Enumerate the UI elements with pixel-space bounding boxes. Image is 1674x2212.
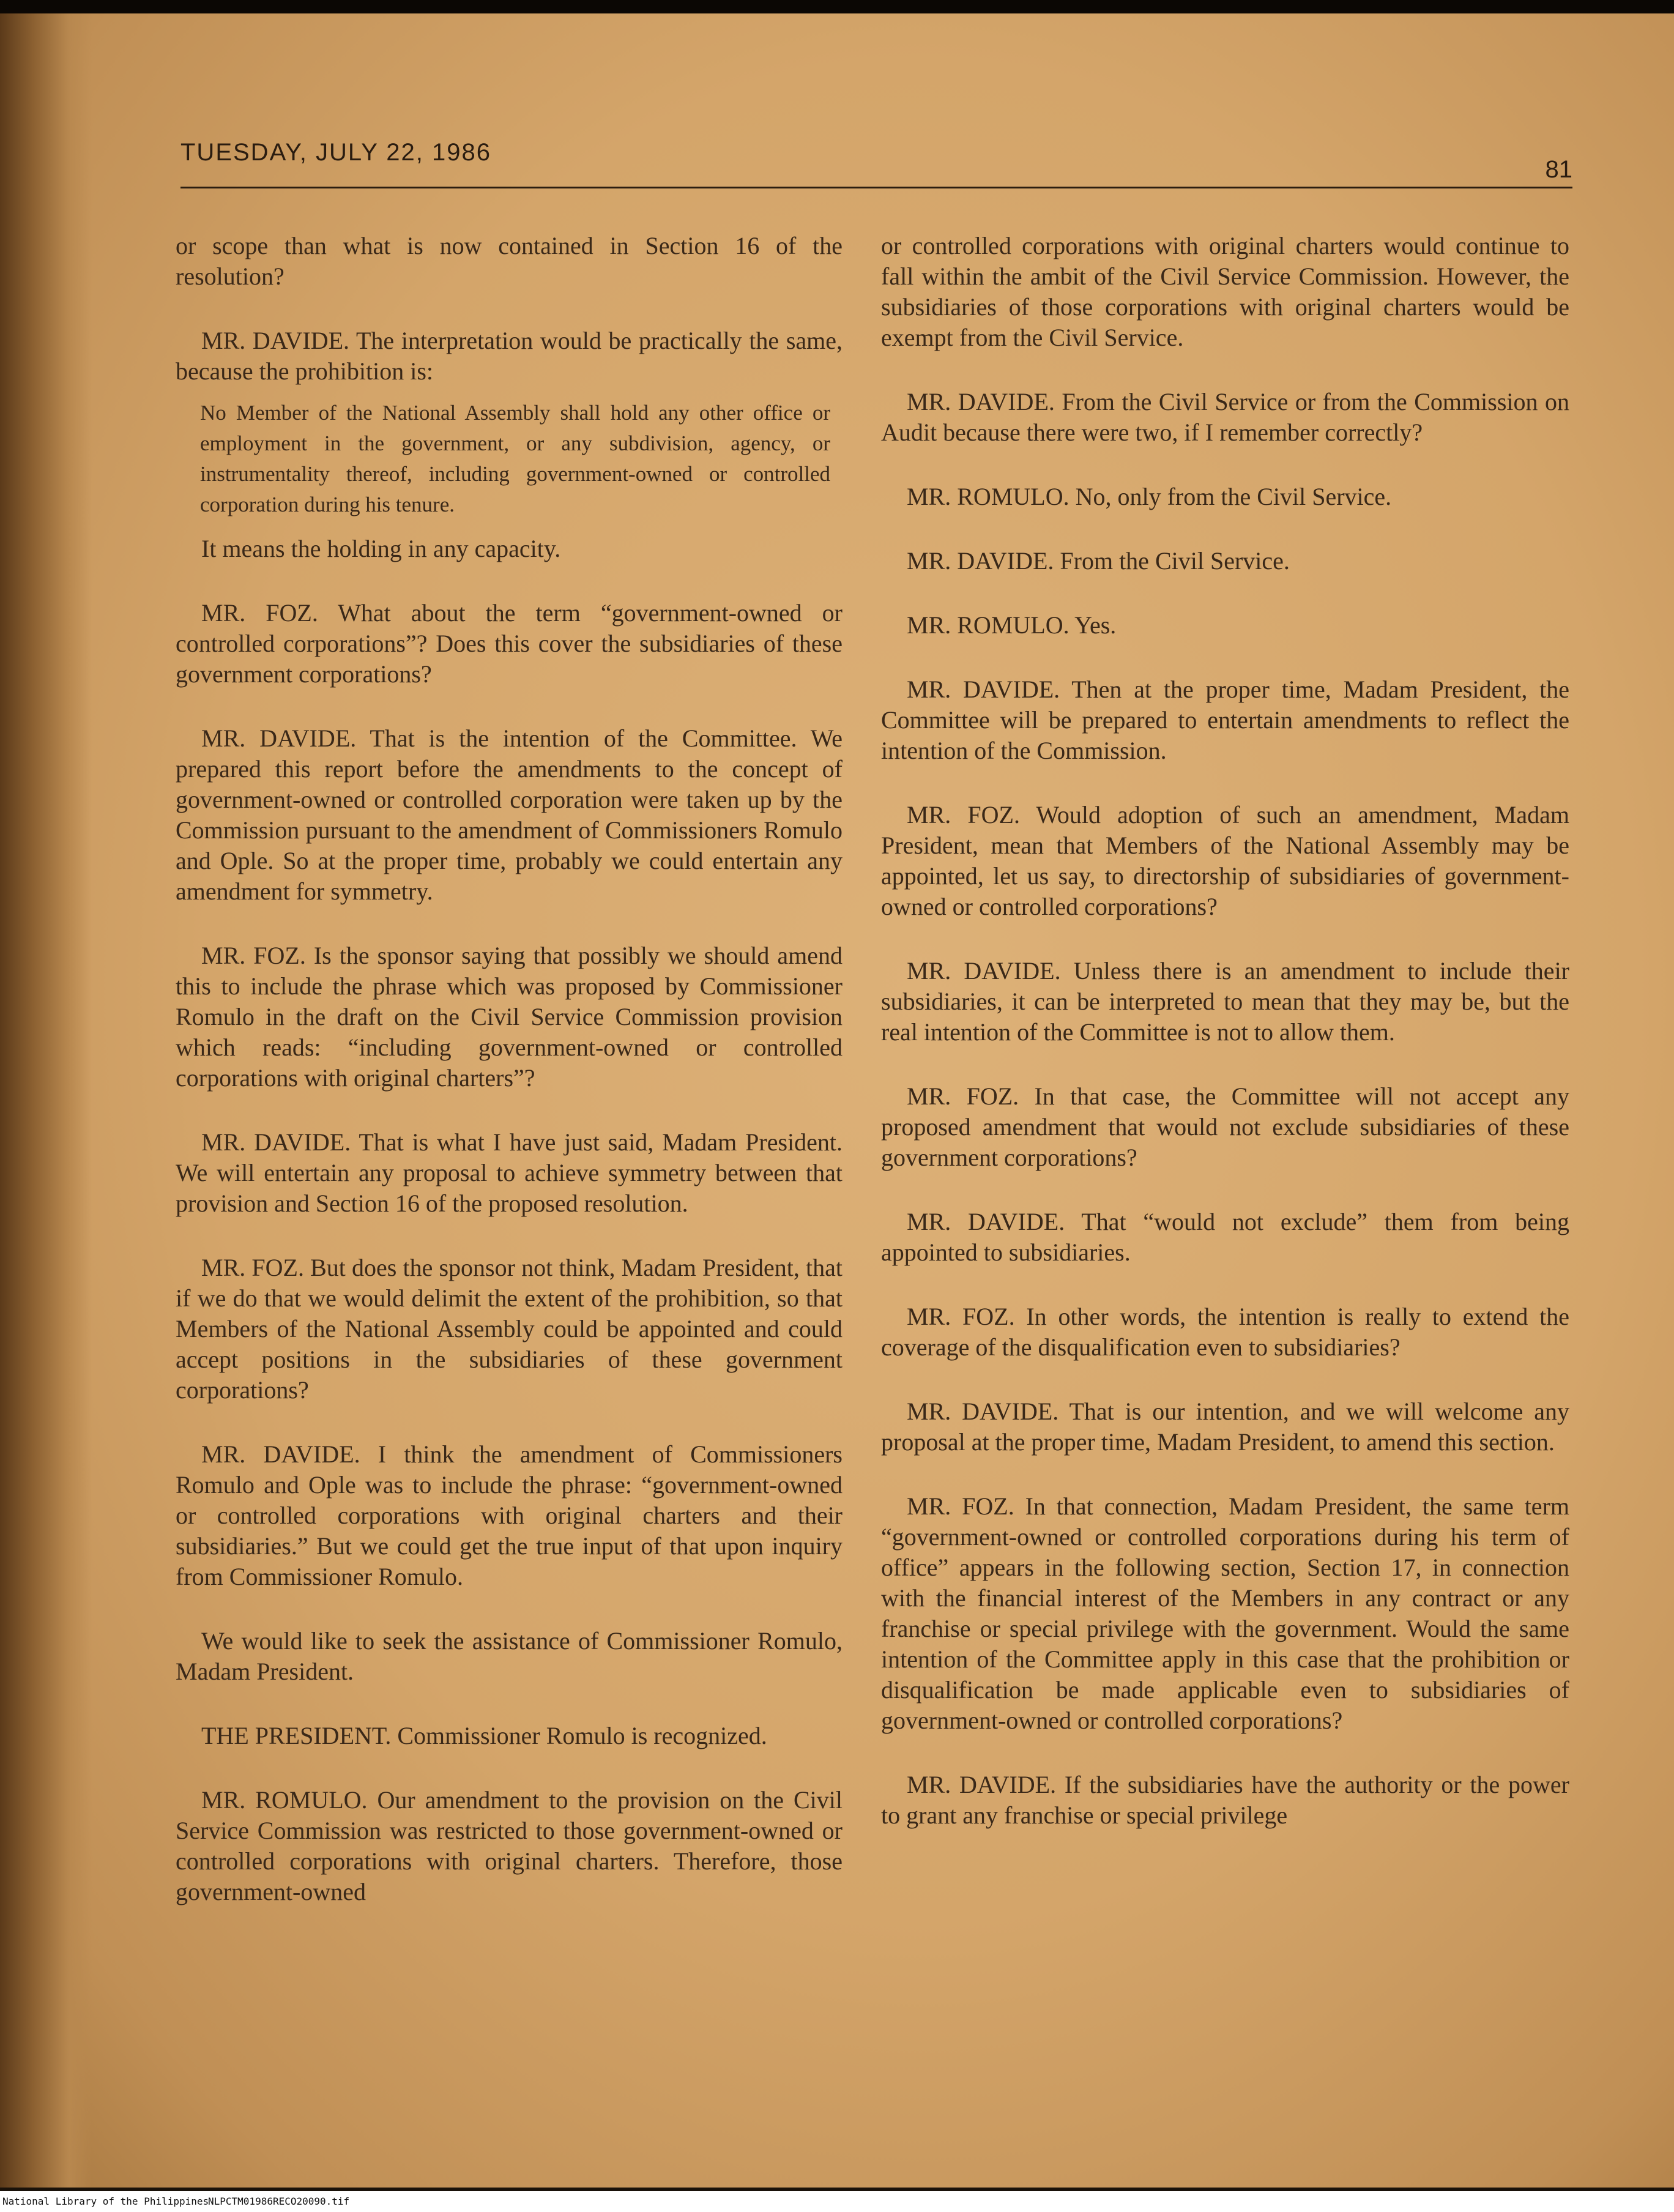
paragraph: MR. DAVIDE. I think the amendment of Commissioners Romulo and Ople was to include the phrase: “government-owned or controlled corporations with original charters and their subsidiaries.” But we could get the true input of that upon inquiry from Commissioner Romulo. xyxy=(176,1440,843,1590)
quote-text: No Member of the National Assembly shall hold any other office or employment in the government, or any subdivision, agency, or instrumentality thereof, including government-owned or controlled corporation during his tenure. xyxy=(200,401,830,516)
paragraph: MR. DAVIDE. That is our intention, and we will welcome any proposal at the proper time, Madam President, to amend this section. xyxy=(881,1398,1569,1456)
paragraph: or controlled corporations with original charters would continue to fall within the ambit of the Civil Service Commission. However, the subsidiaries of those corporations with original charters would be exempt from the Civil Service. xyxy=(881,232,1569,351)
paragraph: MR. FOZ. Would adoption of such an amendment, Madam President, mean that Members of the National Assembly may be appointed, let us say, to directorship of subsidiaries of government-owned or controlled corporations? xyxy=(881,801,1569,920)
footer-filename: NLPCTM01986RECO20090.tif xyxy=(208,2195,350,2207)
paragraph: MR. ROMULO. Yes. xyxy=(907,611,1117,639)
scan-footer xyxy=(0,2191,1674,2212)
block-quote xyxy=(200,398,830,520)
page-number: 81 xyxy=(1545,156,1572,183)
paragraph: MR. FOZ. But does the sponsor not think, Madam President, that if we do that we would delimit the extent of the prohibition, so that Members of the National Assembly could be appointed and could accept positions in the subsidiaries of these government corporations? xyxy=(176,1254,843,1404)
scanned-page xyxy=(0,13,1674,2188)
paragraph: or scope than what is now contained in Section 16 of the resolution? xyxy=(176,232,843,290)
paragraph: MR. DAVIDE. Then at the proper time, Madam President, the Committee will be prepared to entertain amendments to reflect the intention of the Commission. xyxy=(881,676,1569,764)
footer-library: National Library of the Philippines xyxy=(2,2195,209,2207)
book-gutter-shadow xyxy=(0,13,92,2188)
paragraph: MR. FOZ. Is the sponsor saying that possibly we should amend this to include the phrase which was proposed by Commissioner Romulo in the draft on the Civil Service Commission provision which reads: “including government-owned or controlled corporations with original charters”? xyxy=(176,942,843,1092)
paragraph: MR. DAVIDE. The interpretation would be practically the same, because the prohibition is: xyxy=(176,327,843,385)
paragraph: MR. ROMULO. Our amendment to the provision on the Civil Service Commission was restricted to those government-owned or controlled corporations with original charters. Therefore, those government-owned xyxy=(176,1786,843,1905)
paragraph: It means the holding in any capacity. xyxy=(201,535,561,562)
running-header xyxy=(180,139,1572,183)
paragraph: MR. FOZ. What about the term “government-owned or controlled corporations”? Does this cover the subsidiaries of these government corporations? xyxy=(176,599,843,688)
paragraph: MR. DAVIDE. From the Civil Service or from the Commission on Audit because there were two, if I remember correctly? xyxy=(881,388,1569,446)
paragraph: MR. ROMULO. No, only from the Civil Service. xyxy=(907,483,1392,510)
paragraph: MR. DAVIDE. That is what I have just said, Madam President. We will entertain any proposal to achieve symmetry between that provision and Section 16 of the proposed resolution. xyxy=(176,1128,843,1217)
paragraph: MR. DAVIDE. From the Civil Service. xyxy=(907,547,1290,575)
paragraph: MR. DAVIDE. Unless there is an amendment to include their subsidiaries, it can be interpreted to mean that they may be, but the real intention of the Committee is not to allow them. xyxy=(881,957,1569,1046)
header-date: TUESDAY, JULY 22, 1986 xyxy=(180,139,491,166)
paragraph: THE PRESIDENT. Commissioner Romulo is recognized. xyxy=(201,1722,767,1749)
paragraph: MR. FOZ. In that case, the Committee will not accept any proposed amendment that would not exclude subsidiaries of these government corporations? xyxy=(881,1082,1569,1171)
paragraph: MR. DAVIDE. That “would not exclude” them from being appointed to subsidiaries. xyxy=(881,1208,1569,1266)
paragraph: MR. FOZ. In other words, the intention is really to extend the coverage of the disqualification even to subsidiaries? xyxy=(881,1303,1569,1361)
header-rule xyxy=(180,187,1572,188)
paragraph: MR. DAVIDE. That is the intention of the Committee. We prepared this report before the amendments to the concept of government-owned or controlled corporation were taken up by the Commission pursuant to the amendment of Commissioners Romulo and Ople. So at the proper time, probably we could entertain any amendment for symmetry. xyxy=(176,724,843,905)
right-column xyxy=(881,231,1569,1864)
paragraph: We would like to seek the assistance of Commissioner Romulo, Madam President. xyxy=(176,1627,843,1685)
top-border xyxy=(0,0,1674,13)
paragraph: MR. FOZ. In that connection, Madam President, the same term “government-owned or controlled corporations during his term of office” appears in the following section, Section 17, in connection with the financial interest of the Members in any contract or any franchise or special privilege with the government. Would the same intention of the Committee apply in this case that the prohibition or disqualification be made applicable even to subsidiaries of government-owned or controlled corporations? xyxy=(881,1492,1569,1734)
left-column xyxy=(176,231,843,1941)
paragraph: MR. DAVIDE. If the subsidiaries have the authority or the power to grant any franchise or special privilege xyxy=(881,1771,1569,1829)
